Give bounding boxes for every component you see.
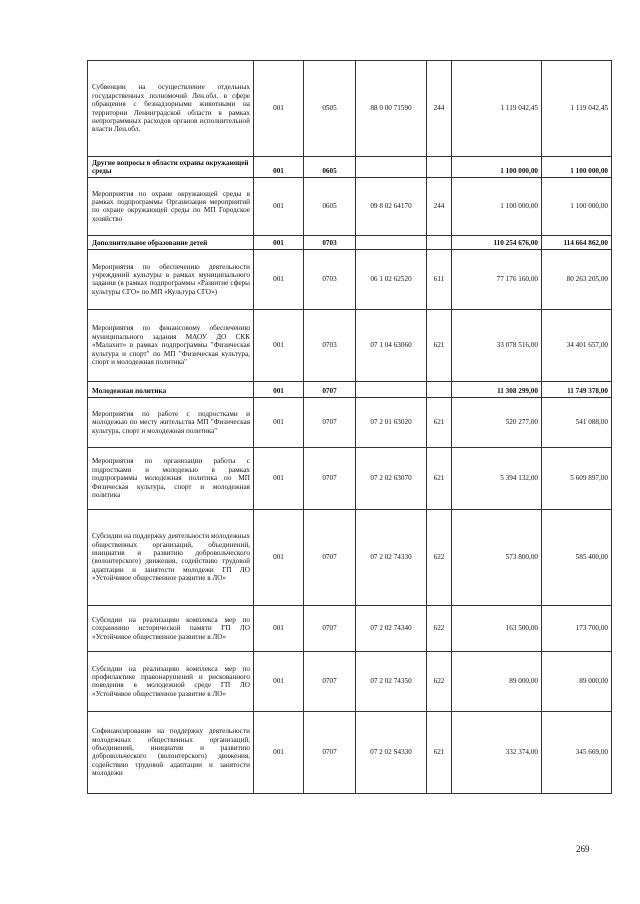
row-name: Мероприятия по финансовому обеспечению муниципального задания МАОУ ДО СКК «Малахит» в рамках подпрограммы "Физическая культура и спорт" по МП "Физическая культура, спорт и молодежная политика" — [88, 309, 254, 381]
table-row — [88, 711, 612, 793]
cell-sum-2: 34 401 657,00 — [542, 309, 612, 381]
cell-ved: 001 — [254, 711, 304, 793]
row-name: Мероприятия по работе с подростками и молодежью по месту жительства МП "Физическая культура, спорт и молодежная политика" — [88, 397, 254, 447]
section-row — [88, 235, 612, 249]
cell-vr: 622 — [427, 651, 452, 711]
row-name: Субсидии на реализацию комплекса мер по сохранению исторической памяти ГП ЛО «Устойчивое общественное развитие в ЛО» — [88, 605, 254, 651]
cell-ved: 001 — [254, 177, 304, 235]
table-row — [88, 651, 612, 711]
table-row — [88, 61, 612, 157]
cell-ved: 001 — [254, 61, 304, 157]
table-row — [88, 397, 612, 447]
cell-csr — [356, 381, 427, 397]
cell-vr: 611 — [427, 249, 452, 309]
cell-rz: 0707 — [304, 711, 356, 793]
table-row — [88, 309, 612, 381]
cell-sum-1: 1 100 000,00 — [452, 157, 542, 178]
cell-rz: 0707 — [304, 381, 356, 397]
cell-vr: 621 — [427, 447, 452, 509]
section-row — [88, 381, 612, 397]
cell-ved: 001 — [254, 249, 304, 309]
cell-ved: 001 — [254, 605, 304, 651]
cell-sum-1: 77 176 160,00 — [452, 249, 542, 309]
table-row — [88, 249, 612, 309]
row-name: Софинансирование на поддержку деятельности молодежных общественных организаций, объединений, инициатив и развитию добровольческого (волонтерского) движения, содействию трудовой адаптации и занятости молодежи — [88, 711, 254, 793]
cell-vr — [427, 381, 452, 397]
cell-sum-1: 110 254 676,00 — [452, 235, 542, 249]
cell-sum-2: 541 088,00 — [542, 397, 612, 447]
row-name: Мероприятия по организации работы с подростками и молодежью в рамках подпрограммы молодежная политика по МП Физическая культура, спорт и молодежная политика — [88, 447, 254, 509]
row-name: Субсидии на реализацию комплекса мер по профилактике правонарушений и рискованного поведения в молодежной среде ГП ЛО «Устойчивое общественное развитие в ЛО» — [88, 651, 254, 711]
cell-rz: 0605 — [304, 177, 356, 235]
section-row — [88, 157, 612, 178]
cell-csr: 07 2 02 74350 — [356, 651, 427, 711]
row-name: Другие вопросы в области охраны окружающей среды — [88, 157, 254, 178]
cell-rz: 0707 — [304, 397, 356, 447]
page-number: 269 — [576, 844, 590, 854]
cell-rz: 0505 — [304, 61, 356, 157]
cell-ved: 001 — [254, 381, 304, 397]
cell-vr — [427, 235, 452, 249]
cell-ved: 001 — [254, 509, 304, 605]
cell-vr: 244 — [427, 177, 452, 235]
cell-rz: 0703 — [304, 309, 356, 381]
cell-vr: 622 — [427, 605, 452, 651]
row-name: Молодежная политика — [88, 381, 254, 397]
cell-sum-2: 80 263 205,00 — [542, 249, 612, 309]
cell-sum-1: 1 100 000,00 — [452, 177, 542, 235]
cell-sum-2: 173 700,00 — [542, 605, 612, 651]
cell-csr — [356, 235, 427, 249]
cell-sum-1: 89 000,00 — [452, 651, 542, 711]
cell-ved: 001 — [254, 157, 304, 178]
cell-csr: 09 8 02 64170 — [356, 177, 427, 235]
cell-csr: 07 2 02 63070 — [356, 447, 427, 509]
cell-sum-2: 5 609 897,00 — [542, 447, 612, 509]
cell-rz: 0707 — [304, 509, 356, 605]
table-row — [88, 447, 612, 509]
cell-sum-1: 520 277,00 — [452, 397, 542, 447]
cell-sum-1: 573 800,00 — [452, 509, 542, 605]
cell-csr: 88 0 00 71590 — [356, 61, 427, 157]
cell-sum-2: 114 664 862,00 — [542, 235, 612, 249]
table-row — [88, 509, 612, 605]
cell-sum-1: 33 078 516,00 — [452, 309, 542, 381]
budget-table — [87, 60, 612, 794]
cell-sum-1: 1 119 042,45 — [452, 61, 542, 157]
cell-sum-1: 332 374,00 — [452, 711, 542, 793]
cell-rz: 0703 — [304, 249, 356, 309]
cell-ved: 001 — [254, 235, 304, 249]
cell-ved: 001 — [254, 397, 304, 447]
cell-sum-2: 345 669,00 — [542, 711, 612, 793]
cell-csr: 07 2 02 S4330 — [356, 711, 427, 793]
cell-rz: 0605 — [304, 157, 356, 178]
cell-sum-1: 163 500,00 — [452, 605, 542, 651]
table-row — [88, 177, 612, 235]
row-name: Мероприятия по охране окружающей среды в рамках подпрограммы Организация мероприятий по охране окружающей среды по МП Городское хозяйство — [88, 177, 254, 235]
cell-sum-2: 1 119 042,45 — [542, 61, 612, 157]
cell-ved: 001 — [254, 447, 304, 509]
cell-csr: 06 1 02 62520 — [356, 249, 427, 309]
cell-sum-1: 5 394 132,00 — [452, 447, 542, 509]
cell-csr: 07 2 02 74340 — [356, 605, 427, 651]
cell-vr — [427, 157, 452, 178]
cell-ved: 001 — [254, 651, 304, 711]
cell-vr: 244 — [427, 61, 452, 157]
cell-csr — [356, 157, 427, 178]
cell-vr: 621 — [427, 397, 452, 447]
cell-csr: 07 2 01 63020 — [356, 397, 427, 447]
cell-vr: 621 — [427, 711, 452, 793]
cell-csr: 07 2 02 74330 — [356, 509, 427, 605]
cell-vr: 622 — [427, 509, 452, 605]
table-row — [88, 605, 612, 651]
cell-sum-2: 585 400,00 — [542, 509, 612, 605]
cell-rz: 0707 — [304, 447, 356, 509]
cell-sum-2: 89 000,00 — [542, 651, 612, 711]
cell-sum-2: 11 749 378,00 — [542, 381, 612, 397]
cell-rz: 0707 — [304, 651, 356, 711]
cell-rz: 0703 — [304, 235, 356, 249]
cell-sum-2: 1 100 000,00 — [542, 177, 612, 235]
cell-vr: 621 — [427, 309, 452, 381]
cell-sum-1: 11 308 299,00 — [452, 381, 542, 397]
cell-rz: 0707 — [304, 605, 356, 651]
row-name: Субвенции на осуществление отдельных государственных полномочий Лен.обл. в сфере обращения с безнадзорными животными на территории Ленинградской области в рамках непрограммных расходов органов исполнительной власти Лен.обл. — [88, 61, 254, 157]
cell-ved: 001 — [254, 309, 304, 381]
row-name: Мероприятия по обеспечению деятельности учреждений культуры в рамках муниципального задания (в рамках подпрограммы «Развитие сферы культуры СГО» по МП «Культура СГО») — [88, 249, 254, 309]
cell-csr: 07 1 04 63060 — [356, 309, 427, 381]
row-name: Субсидии на поддержку деятельности молодежных общественных организаций, объединений, инициатив и развитию добровольческого (волонтерского) движения, содействию трудовой адаптации и занятости молодежи ГП ЛО «Устойчивое общественное развитие в ЛО» — [88, 509, 254, 605]
row-name: Дополнительное образование детей — [88, 235, 254, 249]
cell-sum-2: 1 100 000,00 — [542, 157, 612, 178]
